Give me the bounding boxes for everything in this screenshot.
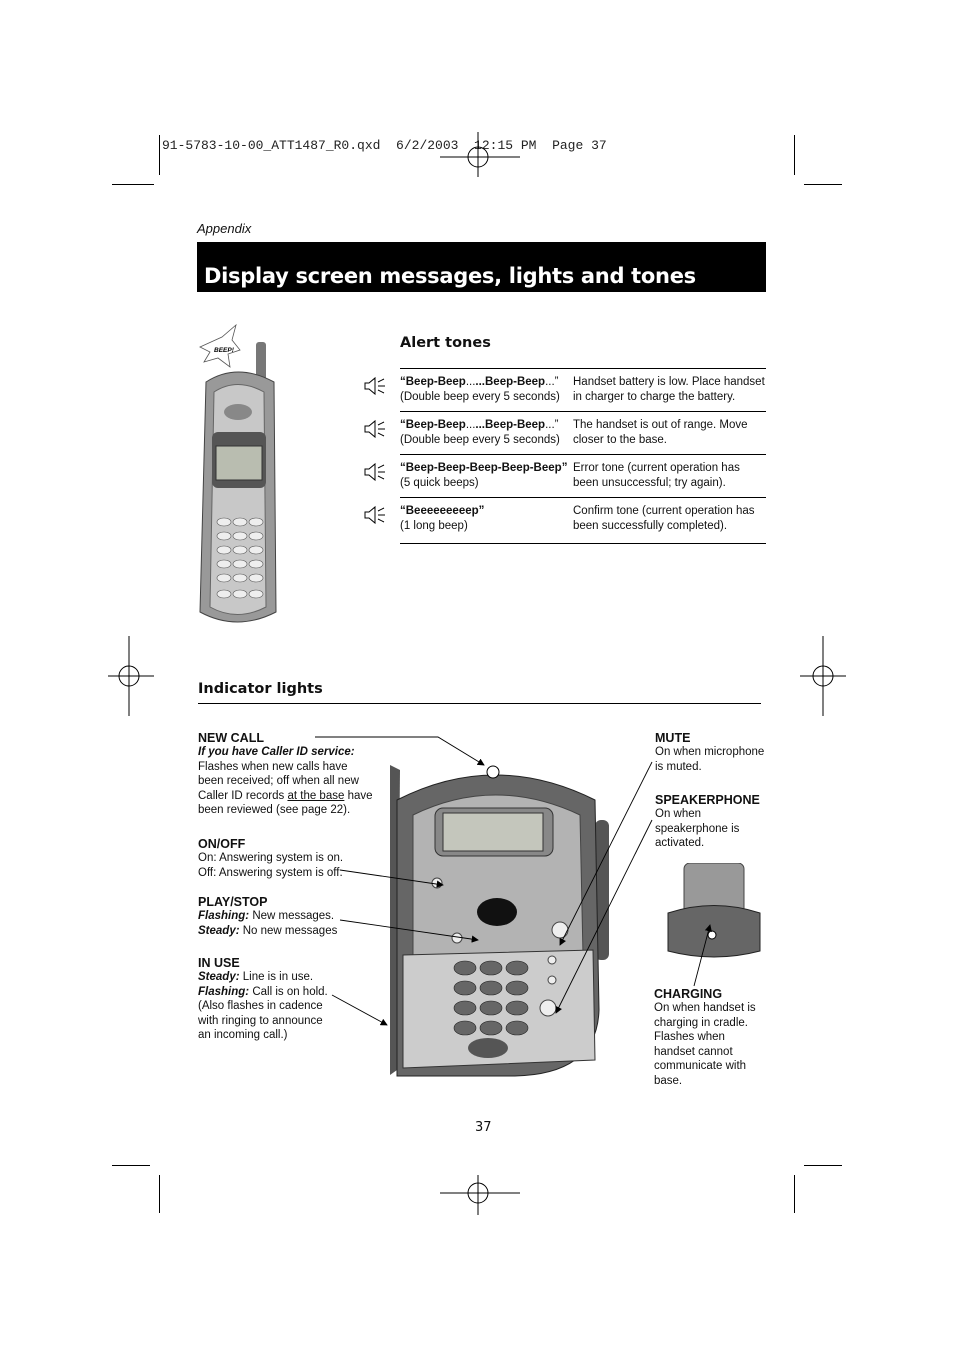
tone-row: “Beep-Beep-Beep-Beep-Beep” (5 quick beeps) Error tone (current operation has been unsuccessful; try again). [400,454,766,498]
on-off-block: ON/OFF On: Answering system is on. Off: Answering system is off. [198,837,344,879]
beep-badge: BEEP! [214,347,234,354]
in-use-block: IN USE Steady: Line is in use. Flashing: Call is on hold. (Also flashes in cadence with ringing to announce an incoming call.) [198,956,328,1042]
tone-description: Confirm tone (current operation has been successfully completed). [573,505,755,532]
tone-description: Handset battery is low. Place handset in charger to charge the battery. [573,376,765,403]
tone-row: “Beep-Beep......Beep-Beep...” (Double beep every 5 seconds) Handset battery is low. Place handset in charger to charge the battery. [400,368,766,412]
new-call-block: NEW CALL If you have Caller ID service: Flashes when new calls have been received; off when all new Caller ID records at the base have been reviewed (see page 22). [198,731,373,817]
tone-description: Error tone (current operation has been unsuccessful; try again). [573,462,740,489]
indicator-lights-heading: Indicator lights [198,681,323,697]
tone-description: The handset is out of range. Move closer to the base. [573,419,748,446]
print-slug: 91-5783-10-00_ATT1487_R0.qxd 6/2/2003 12:15 PM Page 37 [162,138,607,153]
speakerphone-block: SPEAKERPHONE On when speakerphone is activated. [655,793,760,850]
charging-block: CHARGING On when handset is charging in cradle. Flashes when handset cannot communicate with base. [654,987,756,1087]
mute-block: MUTE On when microphone is muted. [655,731,765,773]
section-label: Appendix [197,221,252,236]
tone-row: “Beep-Beep......Beep-Beep...” (Double beep every 5 seconds) The handset is out of range. Move closer to the base. [400,411,766,455]
play-stop-block: PLAY/STOP Flashing: New messages. Steady: No new messages [198,895,338,937]
page-title: Display screen messages, lights and tones [204,264,696,288]
tone-row: “Beeeeeeeeep” (1 long beep) Confirm tone (current operation has been successfully completed). [400,497,766,544]
alert-tones-heading: Alert tones [400,335,491,351]
page-number: 37 [475,1120,492,1135]
